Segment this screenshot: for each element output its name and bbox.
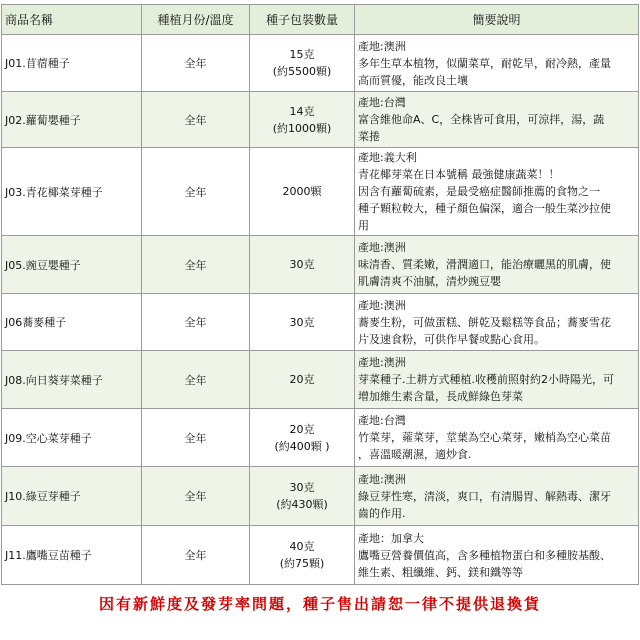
quantity-line: 20克 [289, 422, 315, 436]
planting-month-cell: 全年 [142, 351, 250, 409]
planting-month-cell: 全年 [142, 35, 250, 92]
table-row [2, 236, 639, 294]
product-name-cell: J05.豌豆嬰種子 [2, 236, 142, 294]
product-name-cell: J09.空心菜芽種子 [2, 409, 142, 467]
description-line: 菜捲 [358, 130, 380, 143]
planting-month-cell: 全年 [142, 467, 250, 526]
description-line: 蕎麥生粉，可做蛋糕、餅乾及鬆糕等食品；蕎麥雪花 [358, 315, 611, 329]
description-line: 因含有蘿蔔硫素，是最受癌症醫師推薦的食物之一 [358, 185, 600, 198]
description-line: 青花椰芽菜在日本號稱 最強健康蔬菜！！ [358, 168, 560, 181]
quantity-line: 30克 [289, 258, 315, 271]
quantity-line: (約400顆 ) [274, 439, 330, 453]
description-line: 用 [358, 219, 369, 232]
planting-month-cell: 全年 [142, 148, 250, 236]
description-line: 富含維他命A、C，全株皆可食用，可涼拌，湯，蔬 [358, 113, 605, 126]
description-line: 多年生草本植物，似蘭菜草，耐乾旱，耐冷熱，產量 [358, 56, 611, 70]
planting-month-cell: 全年 [142, 92, 250, 148]
quantity-line: 40克 [289, 540, 315, 553]
description-line: 鷹嘴豆營養價值高，含多種植物蛋白和多種胺基酸、 [358, 548, 611, 562]
description-line: 高而質優，能改良土壤 [358, 73, 468, 87]
description-cell [355, 92, 639, 148]
product-name-cell: J02.蘿蔔嬰種子 [2, 92, 142, 148]
description-line: 綠豆芽性寒，清淡，爽口，有清腸胃、解熱毒、潔牙 [358, 489, 611, 503]
table-row [2, 526, 639, 585]
table-row [2, 409, 639, 467]
description-cell [355, 236, 639, 294]
package-quantity-cell [250, 148, 355, 236]
description-cell [355, 526, 639, 585]
product-name-cell: J03.青花椰菜芽種子 [2, 148, 142, 236]
seed-product-table [1, 4, 639, 585]
planting-month-cell: 全年 [142, 409, 250, 467]
description-line: ，喜溫暖潮濕，適炒食. [358, 448, 472, 461]
package-quantity-cell [250, 409, 355, 467]
table-row [2, 294, 639, 351]
no-return-notice: 因有新鮮度及發芽率問題，種子售出請恕一律不提供退換貨 [98, 595, 541, 613]
description-cell [355, 148, 639, 236]
header-planting-month: 種植月份/溫度 [142, 5, 250, 35]
table-header-row [2, 5, 639, 35]
quantity-line: 30克 [289, 315, 315, 329]
planting-month-cell: 全年 [142, 294, 250, 351]
description-cell [355, 351, 639, 409]
product-name-cell: J06蕎麥種子 [2, 294, 142, 351]
quantity-line: 14克 [289, 104, 315, 118]
header-product-name: 商品名稱 [2, 5, 142, 35]
description-line: 味清香、質柔嫩，滑潤適口，能治療曬黑的肌膚，使 [358, 258, 611, 271]
description-line: 增加維生素含量，長成鮮綠色芽菜 [358, 390, 523, 403]
origin-line: 產地:台灣 [358, 96, 406, 109]
header-package-quantity: 種子包裝數量 [250, 5, 355, 35]
package-quantity-cell [250, 467, 355, 526]
table-body [2, 35, 639, 585]
origin-line: 產地:台灣 [358, 414, 406, 427]
quantity-line: (約430顆) [276, 498, 328, 511]
table-row [2, 35, 639, 92]
quantity-line: 2000顆 [282, 185, 322, 198]
origin-line: 產地:義大利 [358, 151, 417, 164]
table-row [2, 467, 639, 526]
origin-line: 產地：加拿大 [358, 531, 424, 545]
package-quantity-cell [250, 92, 355, 148]
package-quantity-cell [250, 35, 355, 92]
description-line: 種子顆粒較大，種子顏色偏深，適合一般生菜沙拉使 [358, 202, 611, 215]
description-cell [355, 467, 639, 526]
origin-line: 產地:澳洲 [358, 298, 406, 312]
table-row [2, 148, 639, 236]
description-line: 芽菜種子.土耕方式種植.收穫前照射約2小時陽光，可 [358, 373, 614, 386]
description-line: 肌膚清爽不油膩，清炒豌豆嬰 [358, 275, 501, 288]
description-cell [355, 294, 639, 351]
origin-line: 產地:澳洲 [358, 39, 406, 53]
planting-month-cell: 全年 [142, 526, 250, 585]
quantity-line: 15克 [289, 48, 315, 61]
planting-month-cell: 全年 [142, 236, 250, 294]
package-quantity-cell [250, 526, 355, 585]
package-quantity-cell [250, 351, 355, 409]
package-quantity-cell [250, 294, 355, 351]
package-quantity-cell [250, 236, 355, 294]
quantity-line: 30克 [289, 481, 315, 494]
description-cell [355, 35, 639, 92]
description-line: 齒的作用. [358, 506, 406, 520]
product-name-cell: J11.鷹嘴豆苗種子 [2, 526, 142, 585]
origin-line: 產地:澳洲 [358, 356, 406, 369]
quantity-line: (約5500顆) [272, 65, 332, 78]
table-row [2, 351, 639, 409]
table-row [2, 92, 639, 148]
origin-line: 產地:澳洲 [358, 241, 406, 254]
description-line: 片及速食粉，可供作早餐或點心食用。 [358, 332, 545, 346]
quantity-line: (約1000顆) [272, 121, 332, 135]
quantity-line: (約75顆) [279, 557, 325, 570]
product-name-cell: J08.向日葵芽菜種子 [2, 351, 142, 409]
header-description: 簡要說明 [355, 5, 639, 35]
description-line: 維生素、粗纖維、鈣、鎂和鐵等等 [358, 565, 523, 579]
product-name-cell: J01.苜蓿種子 [2, 35, 142, 92]
description-line: 竹菜芽，蕹菜芽，莖葉為空心菜芽，嫩梢為空心菜苗 [358, 431, 611, 444]
product-name-cell: J10.綠豆芽種子 [2, 467, 142, 526]
quantity-line: 20克 [289, 373, 315, 386]
origin-line: 產地:澳洲 [358, 472, 406, 486]
description-cell [355, 409, 639, 467]
